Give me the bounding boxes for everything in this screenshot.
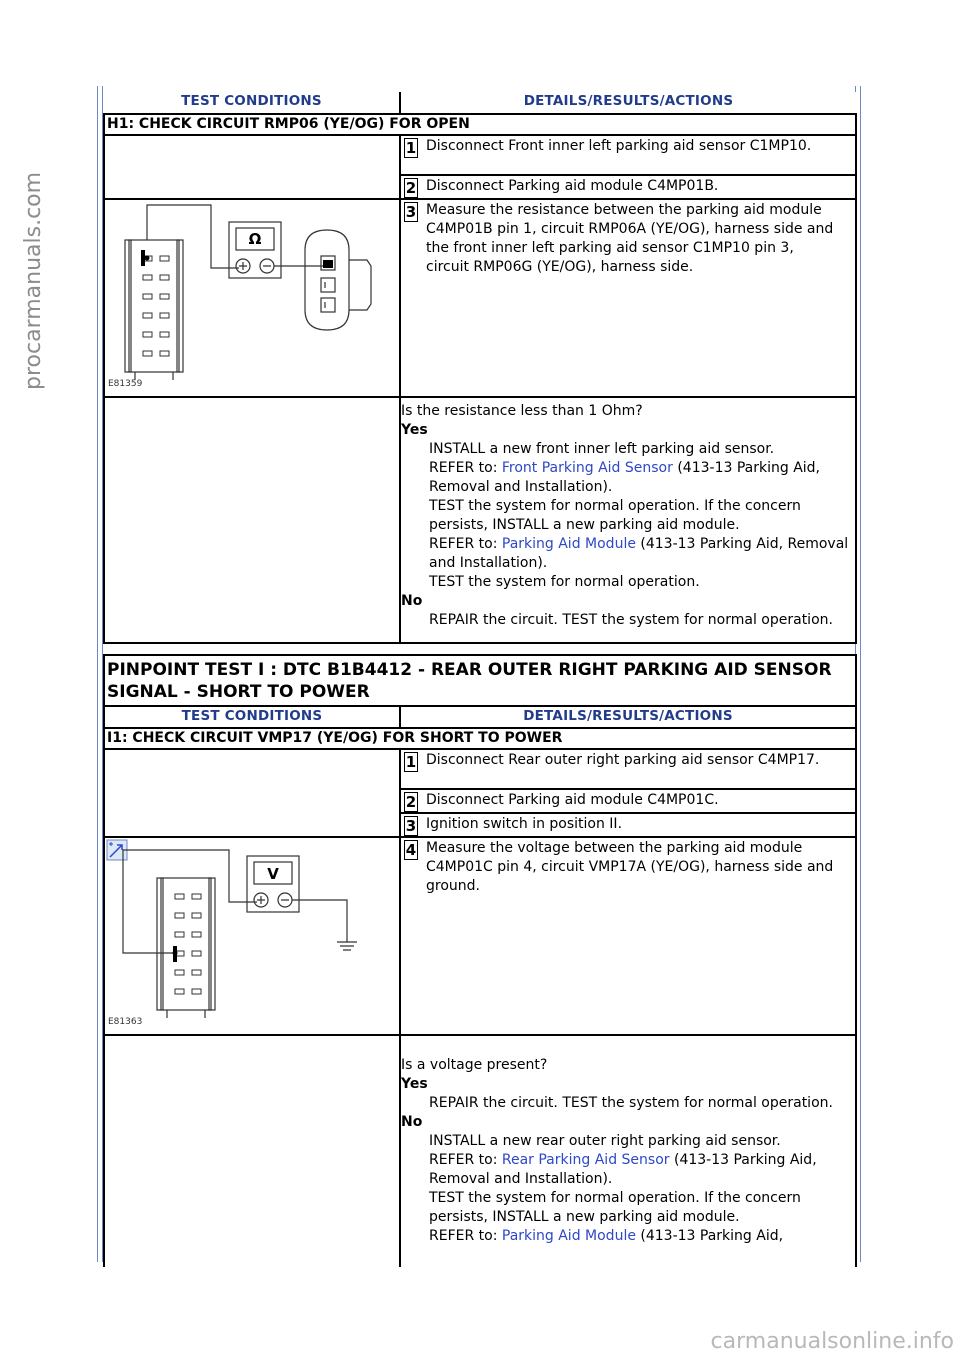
step-row xyxy=(400,199,856,397)
link-front-parking-aid-sensor[interactable]: Front Parking Aid Sensor xyxy=(501,460,673,476)
step-number: 2 xyxy=(405,793,417,811)
step-number: 2 xyxy=(405,179,417,197)
step-title-h1: H1: CHECK CIRCUIT RMP06 (YE/OG) FOR OPEN xyxy=(104,114,856,135)
step-row xyxy=(400,135,856,175)
empty-condition-cell xyxy=(104,1035,400,1267)
result-cell xyxy=(400,1035,856,1267)
result-cell xyxy=(400,397,856,643)
diagram-label: E81363 xyxy=(108,1017,143,1027)
diagram-cell xyxy=(104,199,400,397)
header-test-conditions: TEST CONDITIONS xyxy=(104,92,400,114)
voltage-measurement-diagram xyxy=(105,838,399,1028)
empty-condition-cell xyxy=(104,135,400,199)
pinpoint-test-title: PINPOINT TEST I : DTC B1B4412 - REAR OUTER RIGHT PARKING AID SENSOR SIGNAL - SHORT TO POWER xyxy=(104,655,856,706)
refer-detail: (413-13 Parking Aid, Removal and Installation). xyxy=(429,1152,817,1187)
link-rear-parking-aid-sensor[interactable]: Rear Parking Aid Sensor xyxy=(501,1152,670,1168)
step-text: Measure the resistance between the parking aid module C4MP01B pin 1, circuit RMP06A (YE/OG), harness side and the front inner left parking aid sensor C1MP10 pin 3, circuit RMP06G (YE/OG), harness side. xyxy=(426,202,834,275)
refer-detail: (413-13 Parking Aid, xyxy=(640,1228,784,1244)
refer-detail: (413-13 Parking Aid, Removal and Installation). xyxy=(429,536,849,571)
page-border-left-outer xyxy=(97,86,98,1262)
meter-symbol: V xyxy=(267,865,279,883)
action-text: TEST the system for normal operation. If the concern persists, INSTALL a new parking aid module. xyxy=(429,1190,801,1225)
header-test-conditions: TEST CONDITIONS xyxy=(104,706,400,728)
header-details-results: DETAILS/RESULTS/ACTIONS xyxy=(400,706,856,728)
no-action-text: REPAIR the circuit. TEST the system for normal operation. xyxy=(429,612,833,628)
diagram-cell xyxy=(104,837,400,1035)
diagram-label: E81359 xyxy=(108,379,143,389)
resistance-measurement-diagram xyxy=(105,200,399,390)
test-table-i1 xyxy=(103,654,857,1267)
step-number: 1 xyxy=(405,139,417,157)
meter-symbol: Ω xyxy=(248,230,262,248)
step-title-i1: I1: CHECK CIRCUIT VMP17 (YE/OG) FOR SHORT TO POWER xyxy=(104,728,856,749)
no-label: No xyxy=(401,1114,423,1130)
refer-detail: (413-13 Parking Aid, Removal and Installation). xyxy=(429,460,821,495)
step-text: Disconnect Front inner left parking aid sensor C1MP10. xyxy=(426,138,812,154)
action-text: INSTALL a new front inner left parking aid sensor. xyxy=(429,441,775,457)
step-text: Disconnect Rear outer right parking aid sensor C4MP17. xyxy=(426,752,820,768)
question: Is a voltage present? xyxy=(401,1057,548,1073)
refer-to: REFER to: xyxy=(429,460,498,476)
action-text: TEST the system for normal operation. xyxy=(429,574,700,590)
action-text: INSTALL a new rear outer right parking aid sensor. xyxy=(429,1133,781,1149)
test-table-h1 xyxy=(103,92,857,644)
step-row xyxy=(400,837,856,1035)
step-number: 4 xyxy=(405,841,417,859)
no-label: No xyxy=(401,593,423,609)
step-text: Ignition switch in position II. xyxy=(426,816,623,832)
action-text: TEST the system for normal operation. If the concern persists, INSTALL a new parking aid module. xyxy=(429,498,801,533)
step-text: Disconnect Parking aid module C4MP01B. xyxy=(426,178,719,194)
yes-action-text: REPAIR the circuit. TEST the system for normal operation. xyxy=(429,1095,833,1111)
header-details-results: DETAILS/RESULTS/ACTIONS xyxy=(400,92,856,114)
refer-to: REFER to: xyxy=(429,536,498,552)
step-row xyxy=(400,175,856,199)
left-watermark-text: procarmanuals.com xyxy=(21,171,46,390)
refer-to: REFER to: xyxy=(429,1152,498,1168)
question: Is the resistance less than 1 Ohm? xyxy=(401,403,643,419)
bottom-watermark: carmanualsonline.info xyxy=(710,1329,954,1354)
empty-condition-cell xyxy=(104,397,400,643)
yes-label: Yes xyxy=(401,422,428,438)
step-row xyxy=(400,749,856,789)
refer-to: REFER to: xyxy=(429,1228,498,1244)
step-number: 1 xyxy=(405,753,417,771)
step-number: 3 xyxy=(405,203,417,221)
yes-label: Yes xyxy=(401,1076,428,1092)
step-text: Measure the voltage between the parking aid module C4MP01C pin 4, circuit VMP17A (YE/OG), harness side and ground. xyxy=(426,840,834,894)
empty-condition-cell xyxy=(104,749,400,837)
page-border-right-outer xyxy=(860,86,861,1262)
link-parking-aid-module[interactable]: Parking Aid Module xyxy=(501,1228,636,1244)
left-watermark xyxy=(3,0,46,1358)
step-text: Disconnect Parking aid module C4MP01C. xyxy=(426,792,719,808)
step-number: 3 xyxy=(405,817,417,835)
step-row xyxy=(400,789,856,813)
link-parking-aid-module[interactable]: Parking Aid Module xyxy=(501,536,636,552)
step-row xyxy=(400,813,856,837)
